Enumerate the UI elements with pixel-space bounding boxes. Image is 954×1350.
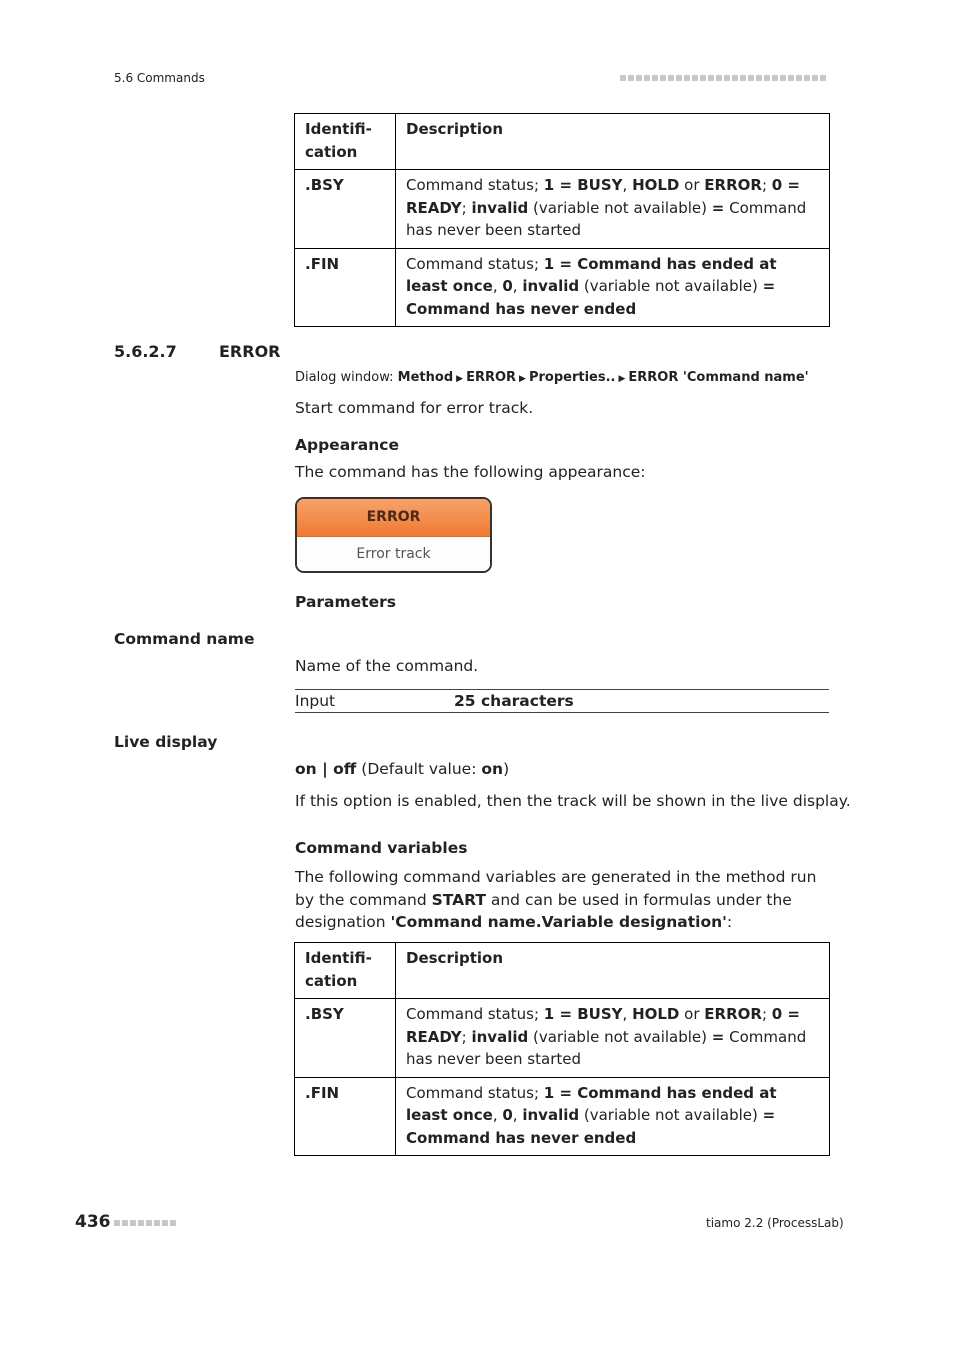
command-box-title: ERROR [297,499,490,537]
text-run: (variable not available) [528,198,712,217]
cell-description [396,170,830,249]
bold-run: = [711,198,725,217]
bold-run: invalid [471,198,529,217]
text-run: , [512,1106,523,1124]
cell-description [396,1077,830,1156]
appearance-text: The command has the following appearance: [295,463,646,481]
dot-decoration [756,75,762,81]
table-row [295,170,830,249]
cv-start: START [431,890,486,909]
text-run: or [679,176,705,194]
header-description: Description [396,943,830,999]
command-name-text: Name of the command. [295,657,479,675]
command-name-heading: Command name [114,630,255,648]
bold-run: 0 = READY [406,176,800,217]
input-value: 25 characters [454,692,574,710]
bold-run: ERROR [704,1005,762,1023]
cell-identification: .BSY [295,170,396,249]
dot-decoration [748,75,754,81]
dialog-path [295,370,809,385]
dot-decoration [676,75,682,81]
text-run: Command status; [406,1005,544,1023]
text-run: (variable not available) [579,277,763,295]
text-run: Command status; [406,1083,544,1102]
footer-decoration-dots [114,1220,176,1226]
intro-text: Start command for error track. [295,399,534,417]
bold-run: 0 = READY [406,1005,800,1046]
bold-run: 0 [502,1106,513,1124]
bold-run: = [711,1027,725,1046]
dialog-prefix: Dialog window: [295,370,398,385]
cv-designation: 'Command name.Variable designation' [390,913,727,931]
dot-decoration [660,75,666,81]
text-run: ; [461,1027,472,1046]
product-name: tiamo 2.2 (ProcessLab) [706,1216,844,1230]
table-row [295,999,830,1078]
dot-decoration [636,75,642,81]
command-variables-text [295,866,831,934]
dot-decoration [780,75,786,81]
dot-decoration [772,75,778,81]
dot-decoration [716,75,722,81]
text-run: Command status; [406,254,544,273]
text-run: ; [461,198,472,217]
dot-decoration [154,1220,160,1226]
dot-decoration [724,75,730,81]
triangle-right-icon: ▶ [456,374,464,384]
header-decoration-dots [620,75,826,81]
dot-decoration [820,75,826,81]
appearance-heading: Appearance [295,436,399,454]
text-run: ; [761,176,772,194]
running-header-section: 5.6 Commands [114,71,205,85]
dot-decoration [162,1220,168,1226]
cv-text-3: : [726,913,733,931]
text-run: , [512,277,523,295]
dot-decoration [628,75,634,81]
text-run: Command has never been started [406,1027,807,1068]
bold-run: 1 = BUSY [543,176,623,194]
bold-run: 1 = Command has ended at least once [406,1083,777,1124]
dot-decoration [804,75,810,81]
text-run: , [622,176,633,194]
dot-decoration [692,75,698,81]
dot-decoration [170,1220,176,1226]
text-run: (variable not available) [579,1106,763,1124]
dialog-path-2: ERROR [466,370,517,385]
page-number: 436 [75,1212,111,1232]
dot-decoration [668,75,674,81]
bold-run: invalid [522,277,580,295]
dialog-path-4: ERROR 'Command name' [628,370,809,385]
cv-text-2: and can be used in formulas under the designation [295,890,792,931]
command-variables-heading: Command variables [295,839,468,857]
bold-run: ERROR [704,176,762,194]
text-run: , [622,1005,633,1023]
default-prefix: (Default value: [356,760,482,778]
dot-decoration [732,75,738,81]
table-header-row [295,943,830,999]
section-number: 5.6.2.7 [114,342,177,361]
dot-decoration [138,1220,144,1226]
dot-decoration [644,75,650,81]
section-title: ERROR [219,342,281,361]
text-run: , [492,277,503,295]
bold-run: = Command has never ended [406,277,776,318]
dot-decoration [146,1220,152,1226]
bold-run: invalid [471,1027,529,1046]
bold-run: HOLD [632,1005,680,1023]
dot-decoration [764,75,770,81]
cell-identification: .FIN [295,1077,396,1156]
dot-decoration [684,75,690,81]
dot-decoration [796,75,802,81]
command-appearance-box [295,497,492,573]
bold-run: 1 = BUSY [543,1005,623,1023]
bold-run: 0 [502,277,513,295]
triangle-right-icon: ▶ [519,374,526,384]
header-description: Description [396,114,830,170]
bold-run: HOLD [632,176,680,194]
option-values: on | off [295,760,357,778]
text-run: Command status; [406,176,544,194]
parameters-heading: Parameters [295,593,396,611]
text-run: (variable not available) [528,1027,712,1046]
dot-decoration [788,75,794,81]
cv-text-1: The following command variables are generated in the method run by the command [295,868,817,909]
input-spec-row [295,689,829,713]
cell-description [396,248,830,327]
variables-table-top [294,113,830,327]
text-run: Command has never been started [406,198,807,239]
table-row [295,1077,830,1156]
live-display-heading: Live display [114,733,218,751]
default-value: on [481,760,504,778]
input-label: Input [295,692,336,710]
live-display-options [295,760,509,778]
header-identification: Identifi-cation [295,943,396,999]
dot-decoration [130,1220,136,1226]
bold-run: 1 = Command has ended at least once [406,254,777,295]
dot-decoration [620,75,626,81]
dialog-path-1: Method [397,370,454,385]
dot-decoration [114,1220,120,1226]
cell-identification: .FIN [295,248,396,327]
dot-decoration [122,1220,128,1226]
dot-decoration [740,75,746,81]
header-identification: Identifi-cation [295,114,396,170]
bold-run: = Command has never ended [406,1106,776,1147]
command-box-label: Error track [297,537,490,572]
dot-decoration [812,75,818,81]
triangle-right-icon: ▶ [618,374,626,384]
text-run: ; [761,1005,772,1023]
cell-identification: .BSY [295,999,396,1078]
text-run: or [679,1005,705,1023]
dialog-path-3: Properties.. [528,370,616,385]
bold-run: invalid [522,1106,580,1124]
default-suffix: ) [503,760,510,778]
live-display-text: If this option is enabled, then the track will be shown in the live display. [295,792,851,810]
table-row [295,248,830,327]
dot-decoration [708,75,714,81]
dot-decoration [652,75,658,81]
cell-description [396,999,830,1078]
dot-decoration [700,75,706,81]
variables-table-bottom [294,942,830,1156]
text-run: , [492,1106,503,1124]
table-header-row [295,114,830,170]
